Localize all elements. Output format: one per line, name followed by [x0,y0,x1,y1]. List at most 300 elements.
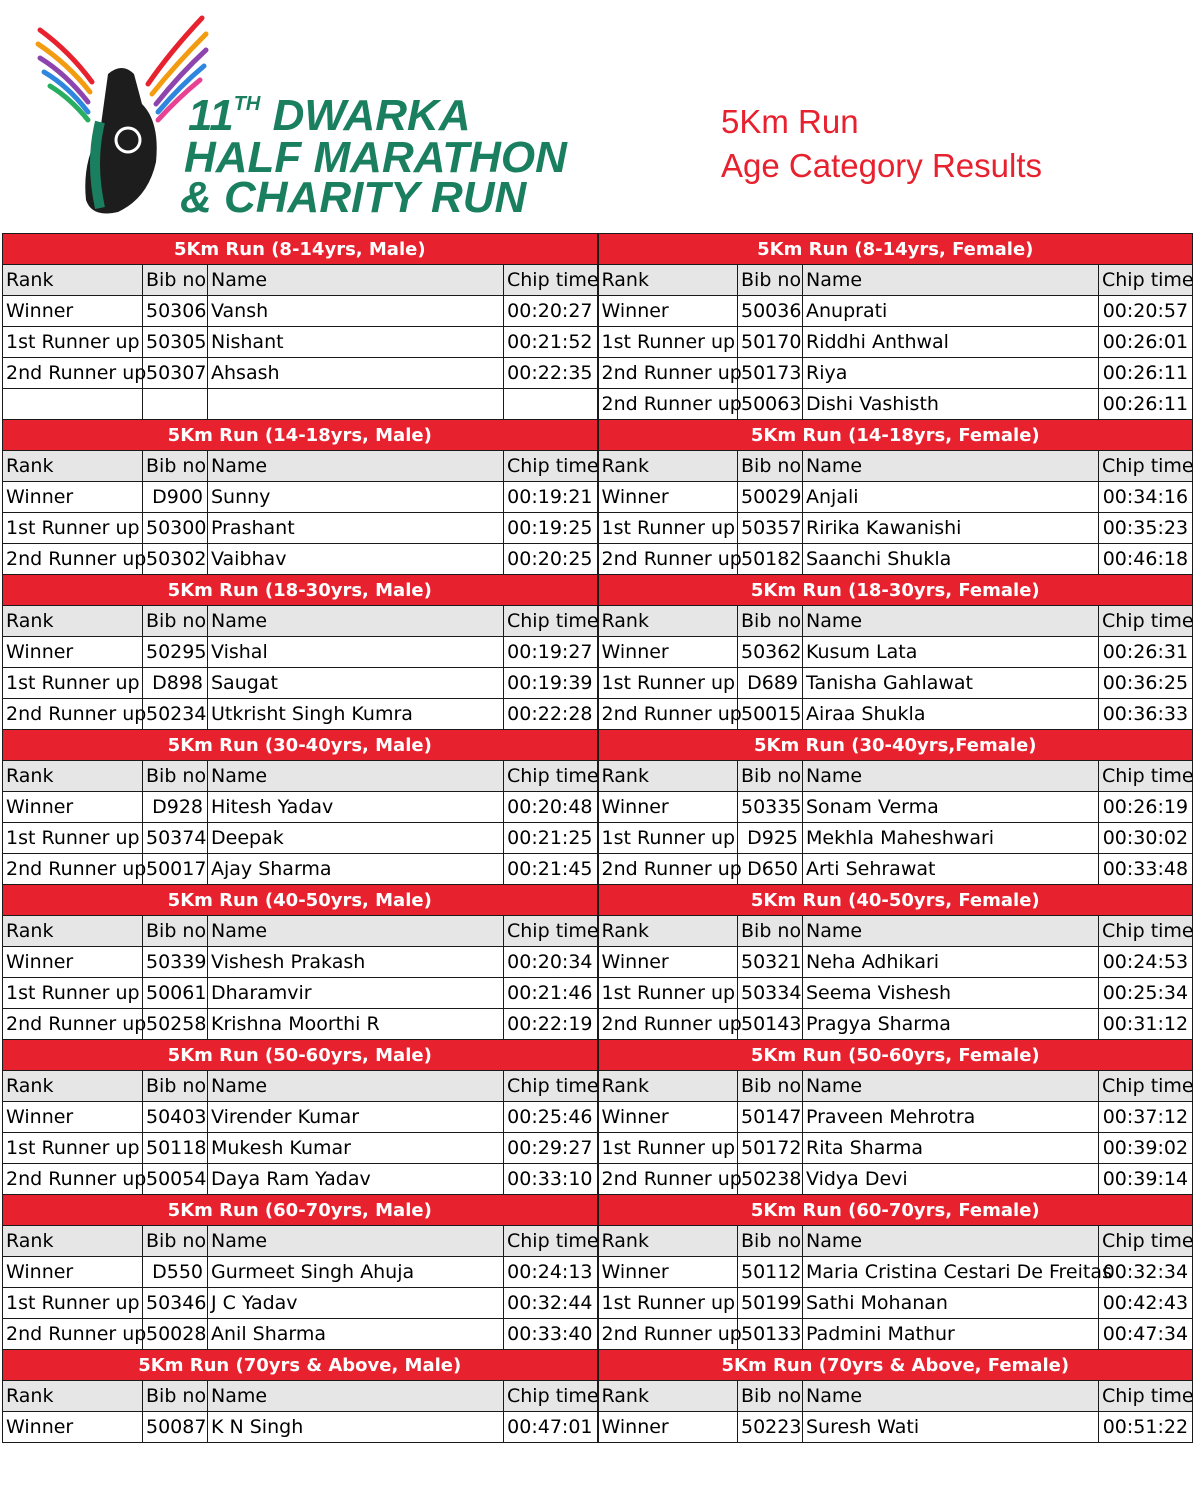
results-table [2,233,1193,1443]
column-header-chip-time: Chip time [1099,606,1193,637]
name-cell: Sathi Mohanan [803,1288,1099,1319]
column-header-bib: Bib no [738,265,803,296]
table-row [3,854,1193,885]
column-header-rank: Rank [598,1071,738,1102]
column-header-name: Name [208,265,504,296]
rank-cell: Winner [3,1102,143,1133]
bib-cell: 50374 [143,823,208,854]
column-header-row [3,1381,1193,1412]
rank-cell: Winner [3,482,143,513]
category-title-male: 5Km Run (18-30yrs, Male) [3,575,598,606]
column-header-name: Name [208,1071,504,1102]
bib-cell: 50063 [738,389,803,420]
chip-time-cell: 00:35:23 [1099,513,1193,544]
category-title-male: 5Km Run (30-40yrs, Male) [3,730,598,761]
rank-cell: Winner [3,637,143,668]
chip-time-cell: 00:20:27 [504,296,598,327]
chip-time-cell: 00:51:22 [1099,1412,1193,1443]
rank-cell: 2nd Runner up [3,854,143,885]
column-header-name: Name [803,1071,1099,1102]
chip-time-cell: 00:42:43 [1099,1288,1193,1319]
chip-time-cell: 00:19:21 [504,482,598,513]
table-row [3,699,1193,730]
chip-time-cell: 00:21:25 [504,823,598,854]
column-header-row [3,606,1193,637]
name-cell: Ajay Sharma [208,854,504,885]
category-title-female: 5Km Run (50-60yrs, Female) [598,1040,1193,1071]
column-header-bib: Bib no [143,1071,208,1102]
name-cell: Rita Sharma [803,1133,1099,1164]
chip-time-cell: 00:26:19 [1099,792,1193,823]
name-cell: Seema Vishesh [803,978,1099,1009]
name-cell: Utkrisht Singh Kumra [208,699,504,730]
rank-cell: Winner [598,1412,738,1443]
table-row [3,389,1193,420]
column-header-row [3,265,1193,296]
name-cell: Saugat [208,668,504,699]
column-header-chip-time: Chip time [1099,916,1193,947]
chip-time-cell: 00:31:12 [1099,1009,1193,1040]
chip-time-cell: 00:34:16 [1099,482,1193,513]
table-row [3,1412,1193,1443]
bib-cell: 50339 [143,947,208,978]
column-header-chip-time: Chip time [504,451,598,482]
chip-time-cell [504,389,598,420]
name-cell: Dharamvir [208,978,504,1009]
chip-time-cell: 00:25:34 [1099,978,1193,1009]
name-cell: Riya [803,358,1099,389]
column-header-chip-time: Chip time [1099,761,1193,792]
column-header-bib: Bib no [738,451,803,482]
bib-cell: 50238 [738,1164,803,1195]
chip-time-cell: 00:32:34 [1099,1257,1193,1288]
category-title-male: 5Km Run (8-14yrs, Male) [3,234,598,265]
category-title-row [3,1350,1193,1381]
category-title-female: 5Km Run (60-70yrs, Female) [598,1195,1193,1226]
column-header-chip-time: Chip time [504,1381,598,1412]
column-header-chip-time: Chip time [1099,1071,1193,1102]
bib-cell: D928 [143,792,208,823]
bib-cell: 50061 [143,978,208,1009]
rank-cell: 2nd Runner up [598,854,738,885]
bib-cell: 50305 [143,327,208,358]
chip-time-cell: 00:39:14 [1099,1164,1193,1195]
chip-time-cell: 00:33:10 [504,1164,598,1195]
bib-cell: 50295 [143,637,208,668]
category-title-row [3,1040,1193,1071]
column-header-name: Name [208,1226,504,1257]
name-cell: Nishant [208,327,504,358]
rank-cell: 1st Runner up [3,1133,143,1164]
chip-time-cell: 00:20:48 [504,792,598,823]
column-header-rank: Rank [3,1071,143,1102]
rank-cell: 1st Runner up [598,823,738,854]
bib-cell: D925 [738,823,803,854]
column-header-chip-time: Chip time [1099,451,1193,482]
column-header-name: Name [208,761,504,792]
chip-time-cell: 00:21:52 [504,327,598,358]
rank-cell: Winner [598,1102,738,1133]
column-header-chip-time: Chip time [504,916,598,947]
rank-cell: 2nd Runner up [598,699,738,730]
name-cell: Riddhi Anthwal [803,327,1099,358]
column-header-bib: Bib no [738,1226,803,1257]
chip-time-cell: 00:29:27 [504,1133,598,1164]
category-title-female: 5Km Run (8-14yrs, Female) [598,234,1193,265]
table-row [3,1133,1193,1164]
rank-cell: Winner [598,637,738,668]
name-cell: Pragya Sharma [803,1009,1099,1040]
name-cell: Dishi Vashisth [803,389,1099,420]
name-cell: K N Singh [208,1412,504,1443]
column-header-name: Name [803,1381,1099,1412]
name-cell: Vishal [208,637,504,668]
column-header-rank: Rank [3,1226,143,1257]
chip-time-cell: 00:24:13 [504,1257,598,1288]
chip-time-cell: 00:36:25 [1099,668,1193,699]
rank-cell: Winner [598,296,738,327]
chip-time-cell: 00:33:48 [1099,854,1193,885]
chip-time-cell: 00:22:35 [504,358,598,389]
name-cell: Praveen Mehrotra [803,1102,1099,1133]
column-header-chip-time: Chip time [504,761,598,792]
column-header-name: Name [208,916,504,947]
column-header-rank: Rank [598,451,738,482]
table-row [3,327,1193,358]
bib-cell: 50147 [738,1102,803,1133]
rank-cell: 1st Runner up [3,1288,143,1319]
bib-cell [143,389,208,420]
column-header-bib: Bib no [738,1071,803,1102]
rank-cell: 1st Runner up [3,823,143,854]
category-title-row [3,420,1193,451]
table-row [3,1257,1193,1288]
heading-title: 5Km Run [721,103,859,140]
bib-cell: 50334 [738,978,803,1009]
bib-cell: D650 [738,854,803,885]
table-row [3,1009,1193,1040]
bib-cell: 50258 [143,1009,208,1040]
name-cell: Anjali [803,482,1099,513]
column-header-bib: Bib no [143,1226,208,1257]
bib-cell: D550 [143,1257,208,1288]
column-header-chip-time: Chip time [1099,1226,1193,1257]
name-cell: Daya Ram Yadav [208,1164,504,1195]
category-title-male: 5Km Run (50-60yrs, Male) [3,1040,598,1071]
rank-cell: 2nd Runner up [598,544,738,575]
rank-cell: 2nd Runner up [3,1164,143,1195]
rank-cell: Winner [598,482,738,513]
name-cell: Maria Cristina Cestari De Freitas [803,1257,1099,1288]
name-cell: Krishna Moorthi R [208,1009,504,1040]
name-cell: Anil Sharma [208,1319,504,1350]
chip-time-cell: 00:26:11 [1099,389,1193,420]
table-row [3,947,1193,978]
category-title-row [3,885,1193,916]
rank-cell: 1st Runner up [598,668,738,699]
runner-wings-icon [30,12,567,222]
category-title-row [3,575,1193,606]
chip-time-cell: 00:20:25 [504,544,598,575]
name-cell: Ririka Kawanishi [803,513,1099,544]
name-cell: Vishesh Prakash [208,947,504,978]
name-cell: Vidya Devi [803,1164,1099,1195]
chip-time-cell: 00:24:53 [1099,947,1193,978]
chip-time-cell: 00:22:19 [504,1009,598,1040]
rank-cell: 2nd Runner up [598,1319,738,1350]
chip-time-cell: 00:20:57 [1099,296,1193,327]
bib-cell: 50302 [143,544,208,575]
name-cell: Anuprati [803,296,1099,327]
rank-cell: Winner [3,947,143,978]
chip-time-cell: 00:26:01 [1099,327,1193,358]
chip-time-cell: 00:33:40 [504,1319,598,1350]
table-row [3,513,1193,544]
name-cell: Arti Sehrawat [803,854,1099,885]
bib-cell: 50029 [738,482,803,513]
name-cell: Deepak [208,823,504,854]
name-cell: Mekhla Maheshwari [803,823,1099,854]
rank-cell: Winner [598,1257,738,1288]
chip-time-cell: 00:21:46 [504,978,598,1009]
column-header-rank: Rank [3,916,143,947]
rank-cell: 1st Runner up [598,327,738,358]
bib-cell: 50403 [143,1102,208,1133]
name-cell: Airaa Shukla [803,699,1099,730]
name-cell: Kusum Lata [803,637,1099,668]
category-title-female: 5Km Run (30-40yrs,Female) [598,730,1193,761]
event-logo [30,12,567,222]
chip-time-cell: 00:21:45 [504,854,598,885]
column-header-rank: Rank [3,1381,143,1412]
bib-cell: 50015 [738,699,803,730]
name-cell: Hitesh Yadav [208,792,504,823]
column-header-bib: Bib no [738,606,803,637]
chip-time-cell: 00:26:11 [1099,358,1193,389]
rank-cell: Winner [3,1257,143,1288]
chip-time-cell: 00:30:02 [1099,823,1193,854]
name-cell: Vansh [208,296,504,327]
rank-cell: 2nd Runner up [598,1009,738,1040]
chip-time-cell: 00:20:34 [504,947,598,978]
rank-cell: 2nd Runner up [3,358,143,389]
rank-cell: 2nd Runner up [3,544,143,575]
column-header-name: Name [803,1226,1099,1257]
bib-cell: 50321 [738,947,803,978]
rank-cell: Winner [598,947,738,978]
table-row [3,544,1193,575]
table-row [3,1164,1193,1195]
chip-time-cell: 00:47:01 [504,1412,598,1443]
column-header-rank: Rank [3,451,143,482]
column-header-name: Name [208,1381,504,1412]
name-cell: Virender Kumar [208,1102,504,1133]
bib-cell: D689 [738,668,803,699]
bib-cell: 50223 [738,1412,803,1443]
chip-time-cell: 00:19:27 [504,637,598,668]
table-row [3,358,1193,389]
name-cell: Gurmeet Singh Ahuja [208,1257,504,1288]
category-title-row [3,234,1193,265]
table-row [3,1102,1193,1133]
rank-cell: 2nd Runner up [598,1164,738,1195]
column-header-rank: Rank [3,606,143,637]
bib-cell: 50357 [738,513,803,544]
name-cell: Ahsash [208,358,504,389]
column-header-row [3,761,1193,792]
column-header-bib: Bib no [738,1381,803,1412]
bib-cell: 50199 [738,1288,803,1319]
bib-cell: 50234 [143,699,208,730]
logo-line-2: HALF MARATHON [184,133,567,182]
bib-cell: 50306 [143,296,208,327]
rank-cell: 1st Runner up [3,978,143,1009]
bib-cell: 50054 [143,1164,208,1195]
category-title-male: 5Km Run (40-50yrs, Male) [3,885,598,916]
bib-cell: D900 [143,482,208,513]
chip-time-cell: 00:19:39 [504,668,598,699]
rank-cell: 2nd Runner up [3,699,143,730]
column-header-chip-time: Chip time [504,1226,598,1257]
rank-cell: 1st Runner up [3,327,143,358]
table-row [3,482,1193,513]
rank-cell: Winner [3,1412,143,1443]
bib-cell: 50112 [738,1257,803,1288]
column-header-chip-time: Chip time [504,265,598,296]
rank-cell: 1st Runner up [3,668,143,699]
table-row [3,637,1193,668]
column-header-bib: Bib no [143,265,208,296]
name-cell: Mukesh Kumar [208,1133,504,1164]
table-row [3,668,1193,699]
rank-cell: 1st Runner up [598,978,738,1009]
bib-cell: 50335 [738,792,803,823]
rank-cell: 1st Runner up [598,1288,738,1319]
rank-cell: 1st Runner up [598,513,738,544]
rank-cell [3,389,143,420]
name-cell: Sunny [208,482,504,513]
category-title-female: 5Km Run (70yrs & Above, Female) [598,1350,1193,1381]
name-cell: Vaibhav [208,544,504,575]
column-header-bib: Bib no [143,606,208,637]
bib-cell: 50172 [738,1133,803,1164]
category-title-male: 5Km Run (60-70yrs, Male) [3,1195,598,1226]
logo-line-1: 11TH DWARKA [188,91,471,140]
chip-time-cell: 00:39:02 [1099,1133,1193,1164]
table-row [3,1319,1193,1350]
column-header-rank: Rank [3,265,143,296]
column-header-rank: Rank [598,761,738,792]
column-header-row [3,1071,1193,1102]
chip-time-cell: 00:25:46 [504,1102,598,1133]
column-header-bib: Bib no [143,761,208,792]
chip-time-cell: 00:26:31 [1099,637,1193,668]
column-header-rank: Rank [598,1226,738,1257]
category-title-row [3,1195,1193,1226]
category-title-female: 5Km Run (18-30yrs, Female) [598,575,1193,606]
column-header-chip-time: Chip time [1099,265,1193,296]
name-cell: Suresh Wati [803,1412,1099,1443]
name-cell: Saanchi Shukla [803,544,1099,575]
column-header-bib: Bib no [143,916,208,947]
rank-cell: Winner [598,792,738,823]
column-header-name: Name [208,606,504,637]
table-row [3,296,1193,327]
category-title-row [3,730,1193,761]
bib-cell: 50017 [143,854,208,885]
column-header-row [3,451,1193,482]
name-cell: Sonam Verma [803,792,1099,823]
chip-time-cell: 00:37:12 [1099,1102,1193,1133]
column-header-bib: Bib no [738,916,803,947]
chip-time-cell: 00:19:25 [504,513,598,544]
bib-cell: 50170 [738,327,803,358]
column-header-rank: Rank [3,761,143,792]
rank-cell: 2nd Runner up [598,389,738,420]
name-cell [208,389,504,420]
bib-cell: 50133 [738,1319,803,1350]
logo-line-3: & CHARITY RUN [180,173,527,222]
column-header-name: Name [803,265,1099,296]
column-header-chip-time: Chip time [1099,1381,1193,1412]
bib-cell: 50307 [143,358,208,389]
name-cell: Padmini Mathur [803,1319,1099,1350]
column-header-name: Name [803,761,1099,792]
bib-cell: 50028 [143,1319,208,1350]
table-row [3,823,1193,854]
column-header-rank: Rank [598,606,738,637]
chip-time-cell: 00:32:44 [504,1288,598,1319]
column-header-name: Name [803,451,1099,482]
bib-cell: 50143 [738,1009,803,1040]
column-header-name: Name [803,916,1099,947]
table-row [3,792,1193,823]
column-header-rank: Rank [598,1381,738,1412]
bib-cell: 50182 [738,544,803,575]
rank-cell: 1st Runner up [3,513,143,544]
heading-subtitle: Age Category Results [721,147,1042,184]
bib-cell: 50087 [143,1412,208,1443]
category-title-female: 5Km Run (40-50yrs, Female) [598,885,1193,916]
bib-cell: D898 [143,668,208,699]
column-header-chip-time: Chip time [504,1071,598,1102]
rank-cell: Winner [3,792,143,823]
table-row [3,1288,1193,1319]
chip-time-cell: 00:47:34 [1099,1319,1193,1350]
column-header-name: Name [803,606,1099,637]
column-header-bib: Bib no [143,1381,208,1412]
rank-cell: 2nd Runner up [598,358,738,389]
name-cell: Prashant [208,513,504,544]
table-row [3,978,1193,1009]
column-header-row [3,916,1193,947]
column-header-chip-time: Chip time [504,606,598,637]
rank-cell: 2nd Runner up [3,1319,143,1350]
bib-cell: 50173 [738,358,803,389]
bib-cell: 50346 [143,1288,208,1319]
column-header-row [3,1226,1193,1257]
bib-cell: 50036 [738,296,803,327]
column-header-rank: Rank [598,916,738,947]
name-cell: Tanisha Gahlawat [803,668,1099,699]
column-header-rank: Rank [598,265,738,296]
name-cell: Neha Adhikari [803,947,1099,978]
chip-time-cell: 00:36:33 [1099,699,1193,730]
rank-cell: 2nd Runner up [3,1009,143,1040]
name-cell: J C Yadav [208,1288,504,1319]
bib-cell: 50300 [143,513,208,544]
bib-cell: 50118 [143,1133,208,1164]
